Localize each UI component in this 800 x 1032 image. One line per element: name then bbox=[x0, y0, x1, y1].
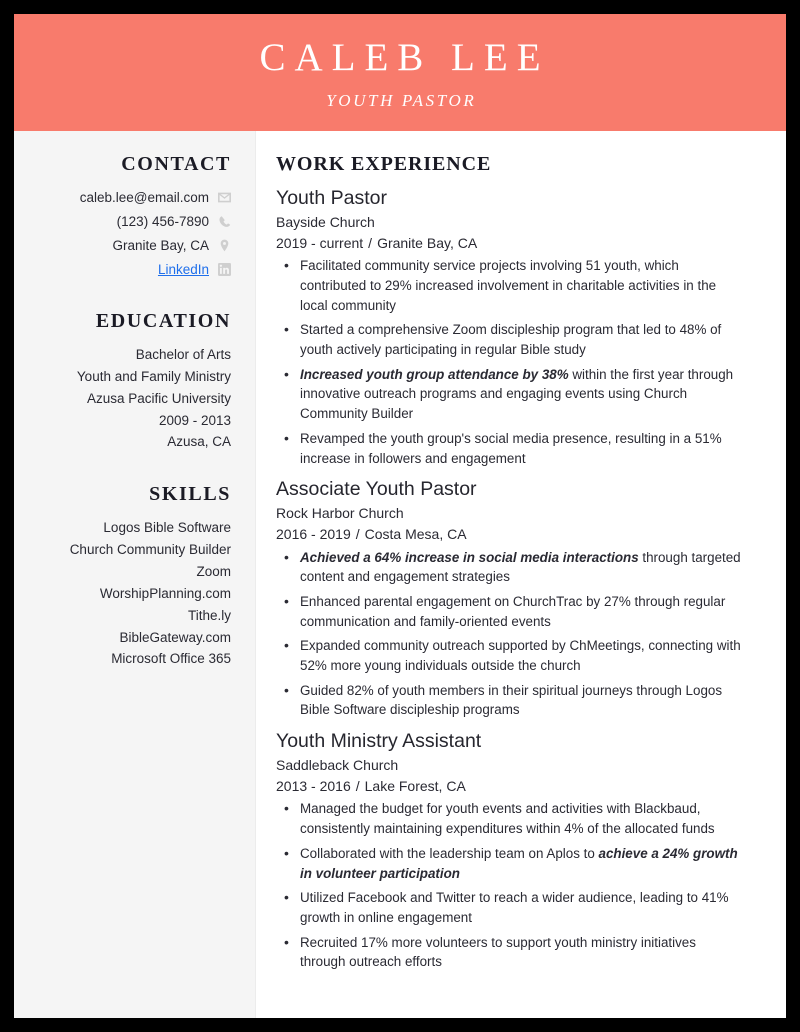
education-line: Azusa, CA bbox=[167, 434, 231, 450]
job-meta bbox=[276, 233, 745, 254]
job-bullet-list bbox=[276, 548, 745, 721]
job-bullet-list bbox=[276, 256, 745, 468]
job-bullet: • Managed the budget for youth events and activities with Blackbaud, consistently maintaining expenditures within 4% of the allocated funds bbox=[276, 799, 745, 838]
job-company: Rock Harbor Church bbox=[276, 505, 404, 522]
education-line: 2009 - 2013 bbox=[158, 412, 231, 428]
work-experience-section bbox=[256, 131, 786, 1018]
job-bullet: • Guided 82% of youth members in their spiritual journeys through Logos Bible Software discipleship programs bbox=[276, 681, 745, 720]
job-bullet: • Achieved a 64% increase in social media interactions through targeted content and engagement strategies bbox=[276, 548, 745, 587]
work-experience-heading: WORK EXPERIENCE bbox=[276, 153, 492, 175]
job-dates: 2013 - 2016 bbox=[276, 778, 351, 795]
job-location: Lake Forest, CA bbox=[364, 778, 466, 795]
education-section bbox=[28, 310, 231, 453]
envelope-icon bbox=[218, 191, 231, 204]
job-location: Costa Mesa, CA bbox=[364, 526, 467, 543]
skill-item: WorshipPlanning.com bbox=[99, 585, 231, 601]
contact-heading: CONTACT bbox=[121, 153, 231, 175]
education-heading: EDUCATION bbox=[95, 310, 231, 332]
bullet-highlight: Achieved a 64% increase in social media interactions bbox=[300, 549, 639, 565]
candidate-role: YOUTH PASTOR bbox=[326, 90, 477, 110]
job-bullet: • Revamped the youth group's social media presence, resulting in a 51% increase in followers and engagement bbox=[276, 429, 745, 468]
jobs-container bbox=[276, 186, 745, 972]
linkedin-icon bbox=[218, 263, 231, 276]
skill-item: Church Community Builder bbox=[69, 542, 231, 558]
skills-heading: SKILLS bbox=[149, 483, 231, 506]
contact-item-phone[interactable] bbox=[28, 211, 231, 232]
job-company: Bayside Church bbox=[276, 213, 375, 230]
job-bullet: • Increased youth group attendance by 38% within the first year through innovative outreach programs and engaging events using Church Community Builder bbox=[276, 365, 745, 424]
job-meta bbox=[276, 524, 745, 545]
job-bullet: • Utilized Facebook and Twitter to reach a wider audience, leading to 41% growth in online engagement bbox=[276, 888, 745, 927]
job-meta bbox=[276, 776, 745, 797]
job-dates: 2019 - current bbox=[276, 235, 364, 251]
skills-section bbox=[28, 483, 231, 670]
bullet-highlight: achieve a 24% growth in volunteer participation bbox=[300, 845, 738, 881]
job-bullet-list bbox=[276, 799, 745, 972]
job-title: Youth Pastor bbox=[276, 187, 387, 209]
job-bullet: • Collaborated with the leadership team on Aplos to achieve a 24% growth in volunteer participation bbox=[276, 844, 745, 883]
linkedin-link[interactable]: LinkedIn bbox=[157, 262, 209, 277]
contact-item-email[interactable] bbox=[28, 187, 231, 208]
contact-section bbox=[28, 153, 231, 280]
job-bullet: • Started a comprehensive Zoom discipleship program that led to 48% of youth actively participating in regular Bible study bbox=[276, 320, 745, 359]
job-meta-separator: / bbox=[355, 526, 360, 543]
job-dates: 2016 - 2019 bbox=[276, 526, 351, 543]
job-title: Associate Youth Pastor bbox=[276, 478, 477, 501]
job-bullet: • Enhanced parental engagement on ChurchTrac by 27% through regular communication and family-oriented events bbox=[276, 592, 745, 631]
job-location: Granite Bay, CA bbox=[377, 235, 478, 251]
job-bullet: • Recruited 17% more volunteers to support youth ministry initiatives through outreach efforts bbox=[276, 933, 745, 972]
contact-location-text: Granite Bay, CA bbox=[112, 237, 209, 253]
contact-item-location[interactable] bbox=[28, 235, 231, 256]
job-entry bbox=[276, 729, 745, 972]
phone-icon bbox=[218, 215, 231, 228]
resume-header-banner bbox=[14, 14, 786, 131]
skill-item: Tithe.ly bbox=[187, 607, 231, 623]
contact-item-linkedin[interactable] bbox=[28, 259, 231, 280]
education-line: Bachelor of Arts bbox=[135, 347, 231, 362]
skill-item: BibleGateway.com bbox=[119, 629, 231, 645]
job-meta-separator: / bbox=[368, 235, 373, 251]
job-entry bbox=[276, 477, 745, 720]
job-entry bbox=[276, 186, 745, 468]
skill-item: Zoom bbox=[196, 564, 231, 580]
education-line: Youth and Family Ministry bbox=[76, 368, 231, 384]
resume-page bbox=[14, 14, 786, 1018]
location-pin-icon bbox=[218, 239, 231, 252]
sidebar bbox=[14, 131, 256, 1018]
candidate-name: CALEB LEE bbox=[259, 36, 550, 80]
skill-item: Microsoft Office 365 bbox=[111, 651, 231, 667]
job-title: Youth Ministry Assistant bbox=[276, 730, 482, 753]
resume-body bbox=[14, 131, 786, 1018]
job-meta-separator: / bbox=[355, 778, 360, 795]
job-bullet: • Facilitated community service projects involving 51 youth, which contributed to 29% increased involvement in charitable activities in the local community bbox=[276, 256, 745, 315]
skill-item: Logos Bible Software bbox=[103, 520, 231, 536]
job-bullet: • Expanded community outreach supported by ChMeetings, connecting with 52% more young individuals outside the church bbox=[276, 636, 745, 675]
contact-email-text: caleb.lee@email.com bbox=[79, 189, 209, 205]
contact-phone-text: (123) 456-7890 bbox=[116, 213, 209, 229]
job-company: Saddleback Church bbox=[276, 756, 399, 773]
education-line: Azusa Pacific University bbox=[86, 390, 231, 406]
bullet-highlight: Increased youth group attendance by 38% bbox=[300, 366, 569, 382]
